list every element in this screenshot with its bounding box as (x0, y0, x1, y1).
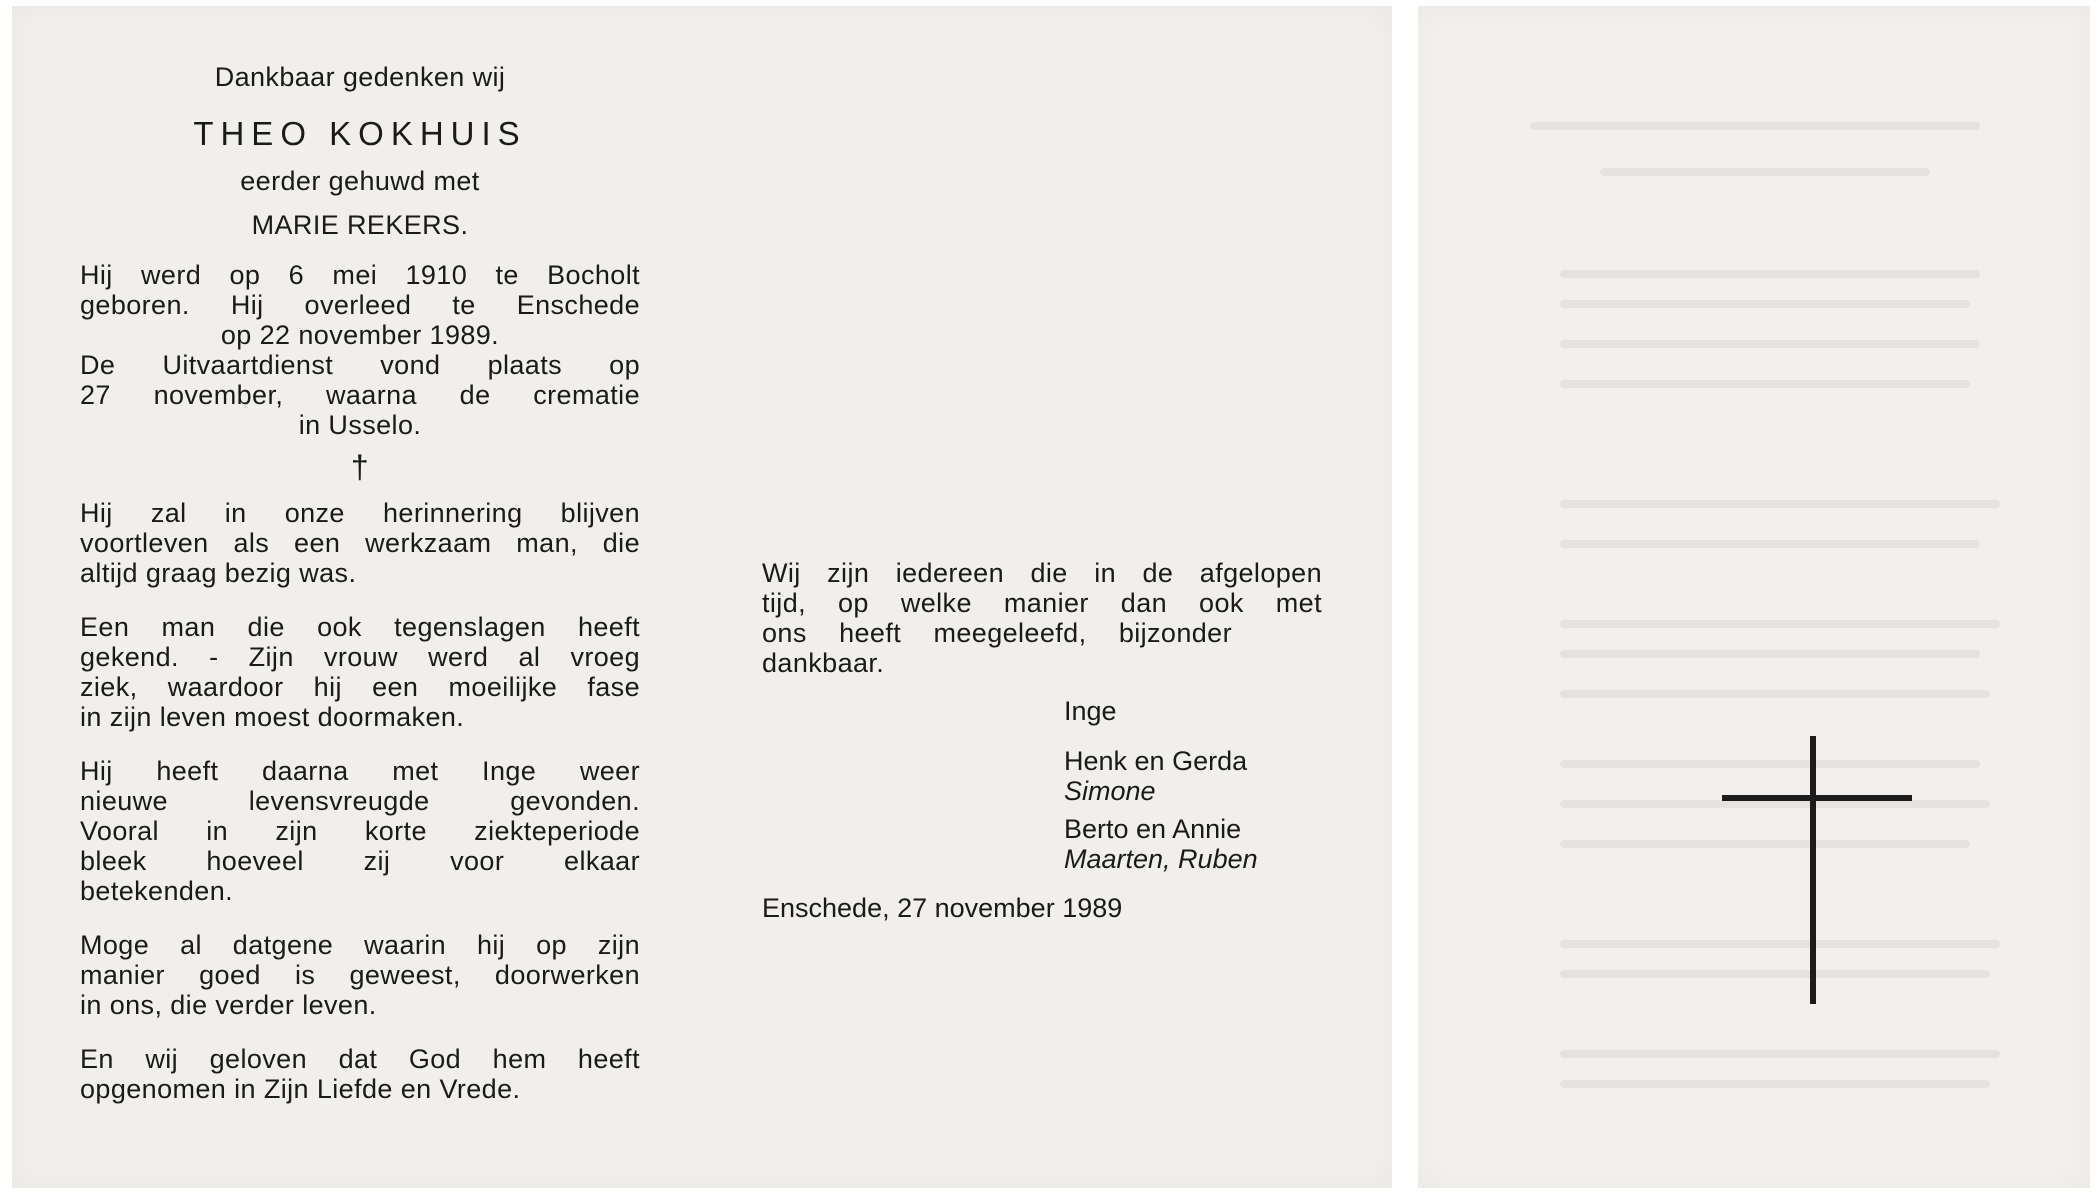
show-through-line (1560, 760, 1980, 768)
memorial-text (80, 62, 640, 1104)
text-line: Hij zal in onze herinnering blijven (80, 498, 640, 528)
text-line: voortleven als een werkzaam man, die (80, 528, 640, 558)
show-through-line (1560, 1050, 2000, 1058)
fold-line (702, 6, 704, 1188)
thanks-line: tijd, op welke manier dan ook met (762, 588, 1322, 618)
signatory-children: Maarten, Ruben (1064, 844, 1258, 874)
memorial-paragraph (80, 498, 640, 588)
intro-text: Dankbaar gedenken wij (214, 62, 506, 92)
signatory-names: Inge (1064, 696, 1117, 726)
thanks-line: Wij zijn iedereen die in de afgelopen (762, 558, 1322, 588)
show-through-line (1530, 122, 1980, 130)
text-line: in zijn leven moest doormaken. (80, 702, 465, 732)
thanks-line: dankbaar. (762, 648, 885, 678)
signatory-names: Berto en Annie (1064, 814, 1242, 844)
text-line: Vooral in zijn korte ziekteperiode (80, 816, 640, 846)
bio-line: op 22 november 1989. (220, 320, 500, 350)
text-line: gekend. - Zijn vrouw werd al vroeg (80, 642, 640, 672)
cross-icon-large-vertical (1810, 736, 1816, 1004)
text-line: manier goed is geweest, doorwerken (80, 960, 640, 990)
text-line: Een man die ook tegenslagen heeft (80, 612, 640, 642)
show-through-line (1560, 840, 1970, 848)
memorial-paragraph (80, 930, 640, 1020)
signatories (1064, 696, 1258, 874)
bio-line: Hij werd op 6 mei 1910 te Bocholt (80, 260, 640, 290)
text-line: En wij geloven dat God hem heeft (80, 1044, 640, 1074)
spouse-name: MARIE REKERS. (251, 210, 469, 240)
place-date: Enschede, 27 november 1989 (762, 893, 1123, 923)
memorial-paragraph (80, 756, 640, 906)
show-through-line (1560, 690, 1990, 698)
text-line: nieuwe levensvreugde gevonden. (80, 786, 640, 816)
cross-icon: † (350, 449, 370, 485)
thanks-line: ons heeft meegeleefd, bijzonder (762, 618, 1232, 648)
show-through-line (1560, 540, 1980, 548)
show-through-line (1560, 1080, 1990, 1088)
show-through-line (1560, 650, 1980, 658)
signatory-children: Simone (1064, 776, 1156, 806)
show-through-line (1560, 800, 1990, 808)
text-line: Moge al datgene waarin hij op zijn (80, 930, 640, 960)
cross-icon-large-horizontal (1722, 795, 1912, 801)
text-line: betekenden. (80, 876, 234, 906)
signatory-names: Henk en Gerda (1064, 746, 1248, 776)
show-through-line (1560, 340, 1980, 348)
text-line: ziek, waardoor hij een moeilijke fase (80, 672, 640, 702)
card-back (1418, 6, 2090, 1188)
bio-line: in Usselo. (298, 410, 422, 440)
text-line: bleek hoeveel zij voor elkaar (80, 846, 640, 876)
memorial-paragraph (80, 612, 640, 732)
show-through-line (1560, 620, 2000, 628)
text-line: in ons, die verder leven. (80, 990, 377, 1020)
text-line: opgenomen in Zijn Liefde en Vrede. (80, 1074, 521, 1104)
married-label: eerder gehuwd met (240, 166, 480, 196)
show-through-line (1560, 940, 2000, 948)
show-through-line (1560, 970, 1990, 978)
bio-line: 27 november, waarna de crematie (80, 380, 640, 410)
thanks-text (762, 558, 1322, 678)
deceased-name: THEO KOKHUIS (193, 115, 527, 152)
memorial-paragraph (80, 1044, 640, 1104)
show-through-line (1560, 270, 1980, 278)
text-line: Hij heeft daarna met Inge weer (80, 756, 640, 786)
show-through-line (1560, 300, 1970, 308)
text-line: altijd graag bezig was. (80, 558, 357, 588)
biography (80, 260, 640, 440)
show-through-line (1560, 380, 1970, 388)
show-through-line (1560, 500, 2000, 508)
bio-line: geboren. Hij overleed te Enschede (80, 290, 640, 320)
bio-line: De Uitvaartdienst vond plaats op (80, 350, 640, 380)
show-through-line (1600, 168, 1930, 176)
